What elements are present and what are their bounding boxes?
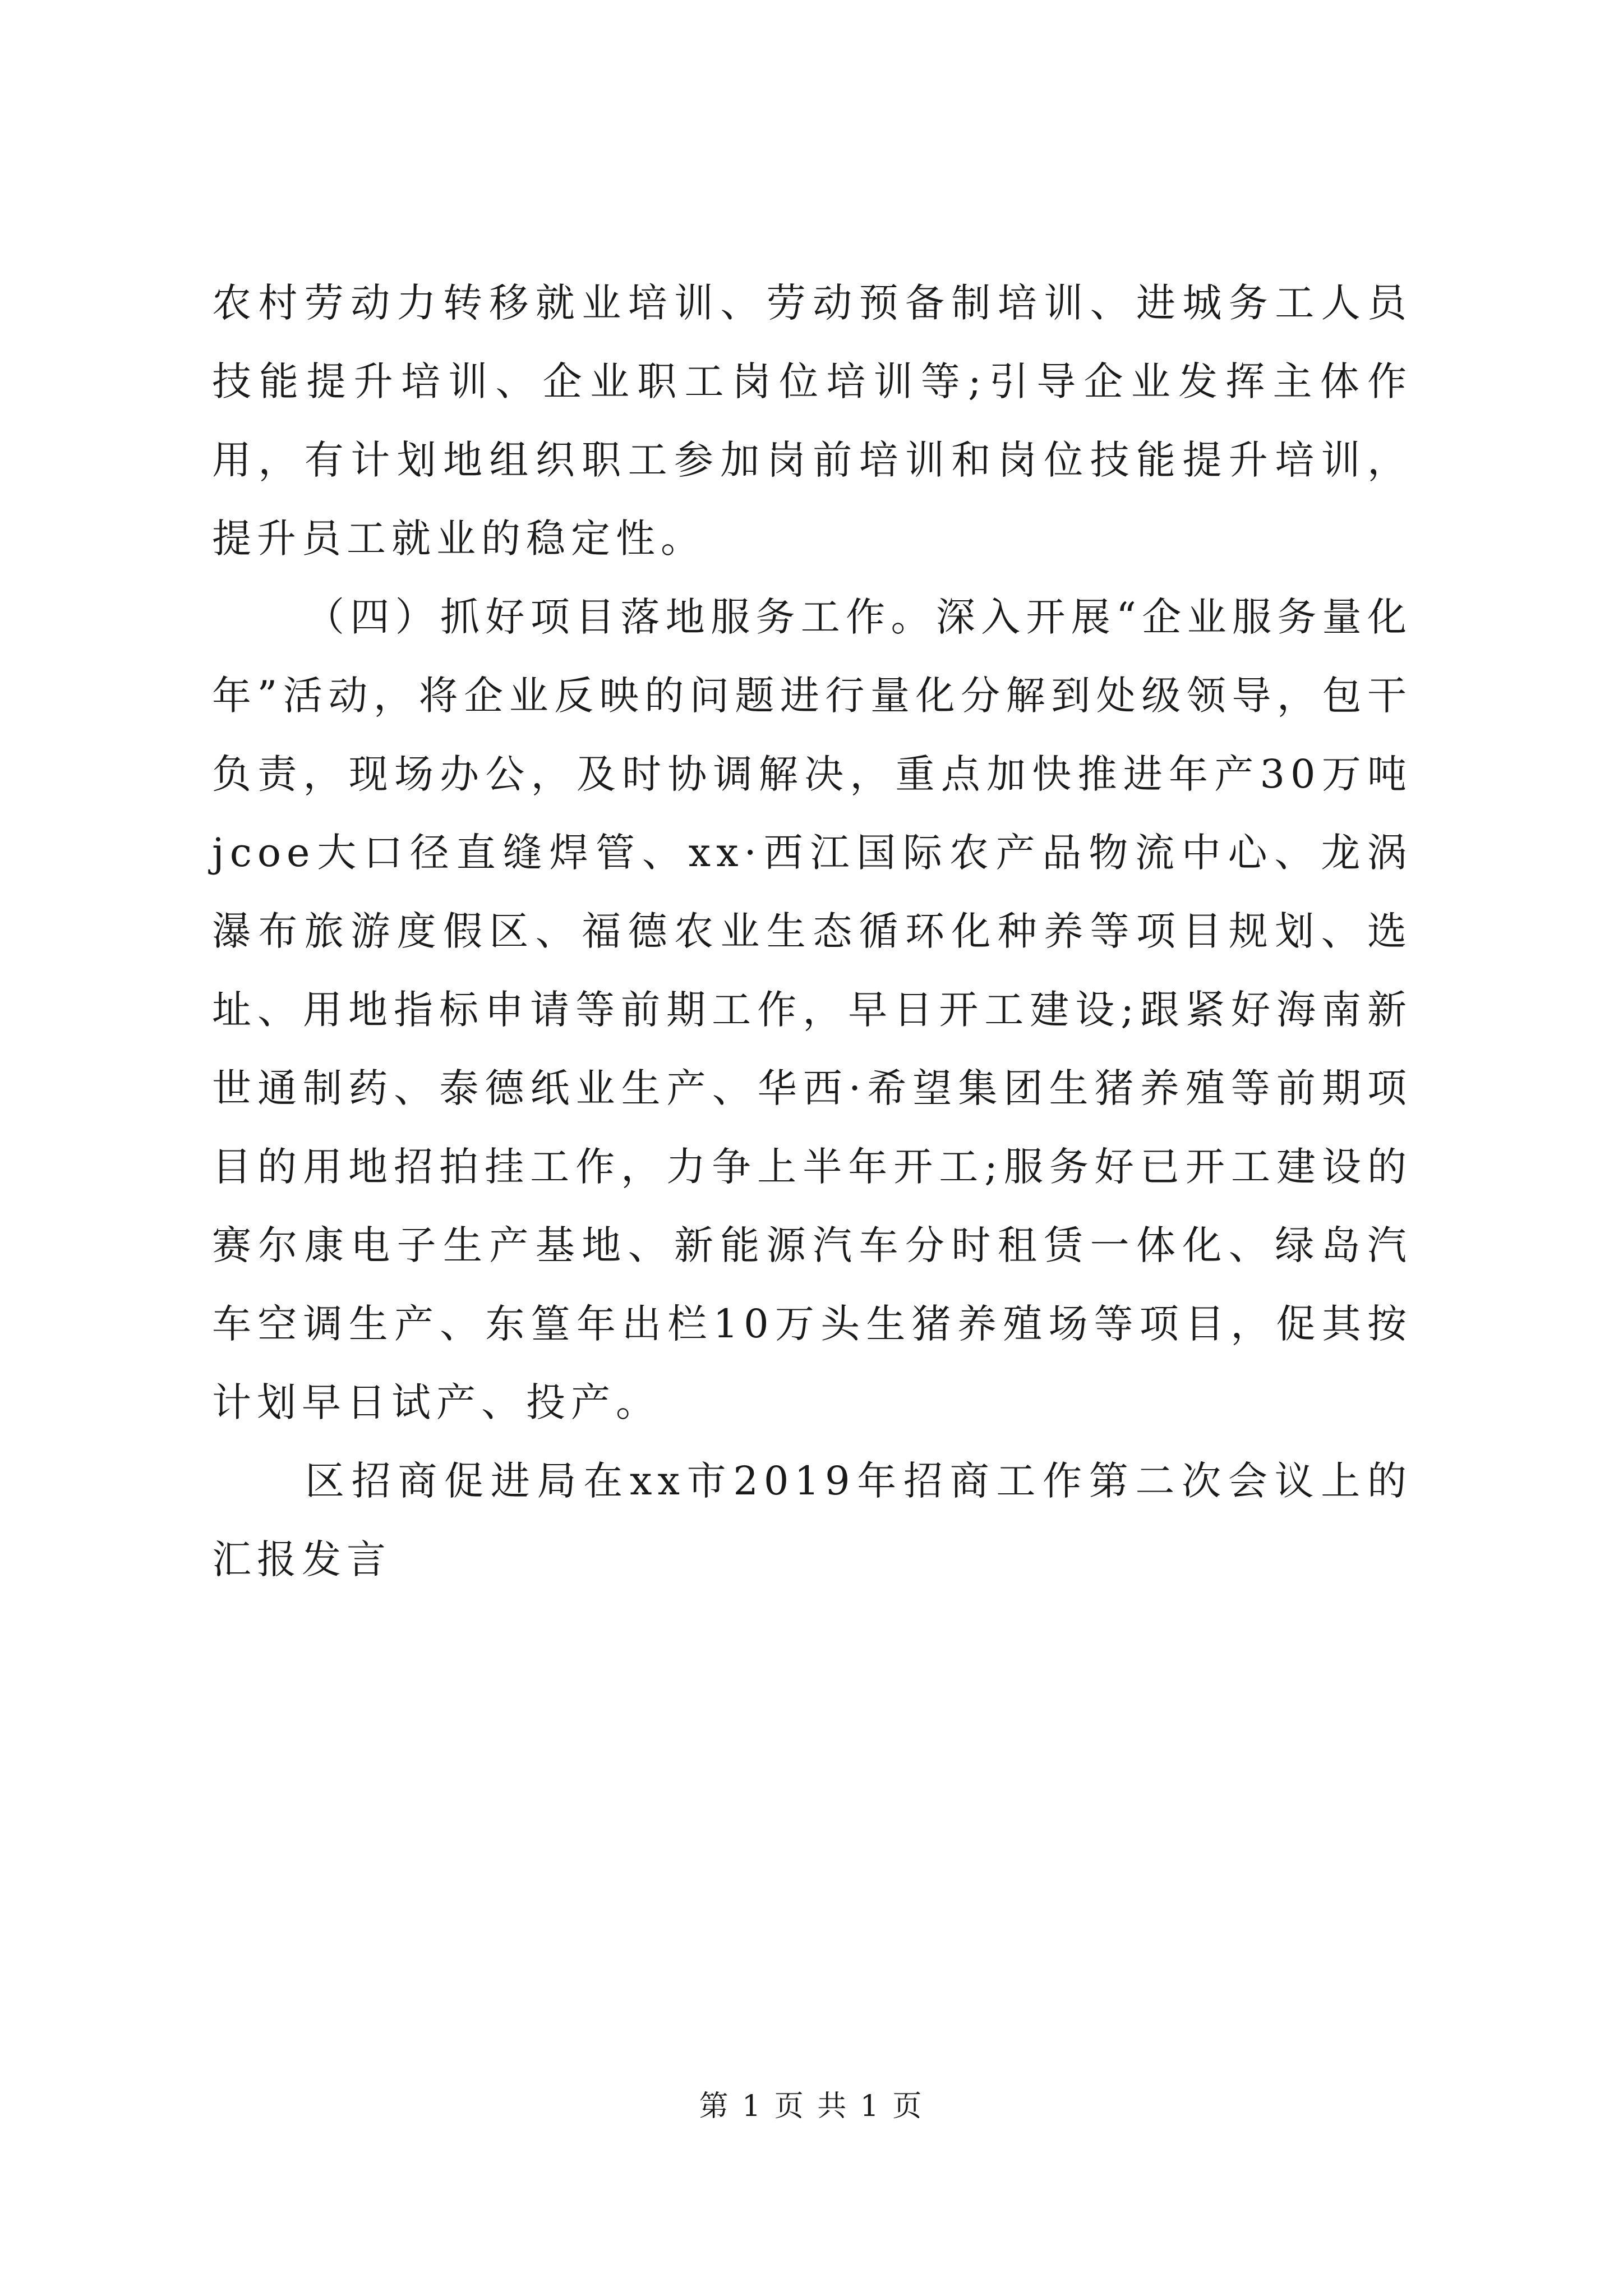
page-number-footer: 第 1 页 共 1 页 — [699, 2090, 924, 2123]
paragraph-report-title: 区招商促进局在xx市2019年招商工作第二次会议上的汇报发言 — [212, 1458, 1412, 1582]
document-body — [212, 264, 1412, 1599]
paragraph-project-service: （四）抓好项目落地服务工作。深入开展“企业服务量化年”活动，将企业反映的问题进行量化分解到处级领导，包干负责，现场办公，及时协调解决，重点加快推进年产30万吨jcoe大口径直缝焊管、xx·西江国际农产品物流中心、龙涡瀑布旅游度假区、福德农业生态循环化种养等项目规划、选址、用地指标申请等前期工作，早日开工建设;跟紧好海南新世通制药、泰德纸业生产、华西·希望集团生猪养殖等前期项目的用地招拍挂工作，力争上半年开工;服务好已开工建设的赛尔康电子生产基地、新能源汽车分时租赁一体化、绿岛汽车空调生产、东篁年出栏10万头生猪养殖场等项目，促其按计划早日试产、投产。 — [212, 594, 1412, 1425]
paragraph-training: 农村劳动力转移就业培训、劳动预备制培训、进城务工人员技能提升培训、企业职工岗位培训等;引导企业发挥主体作用，有计划地组织职工参加岗前培训和岗位技能提升培训，提升员工就业的稳定性。 — [212, 280, 1412, 562]
